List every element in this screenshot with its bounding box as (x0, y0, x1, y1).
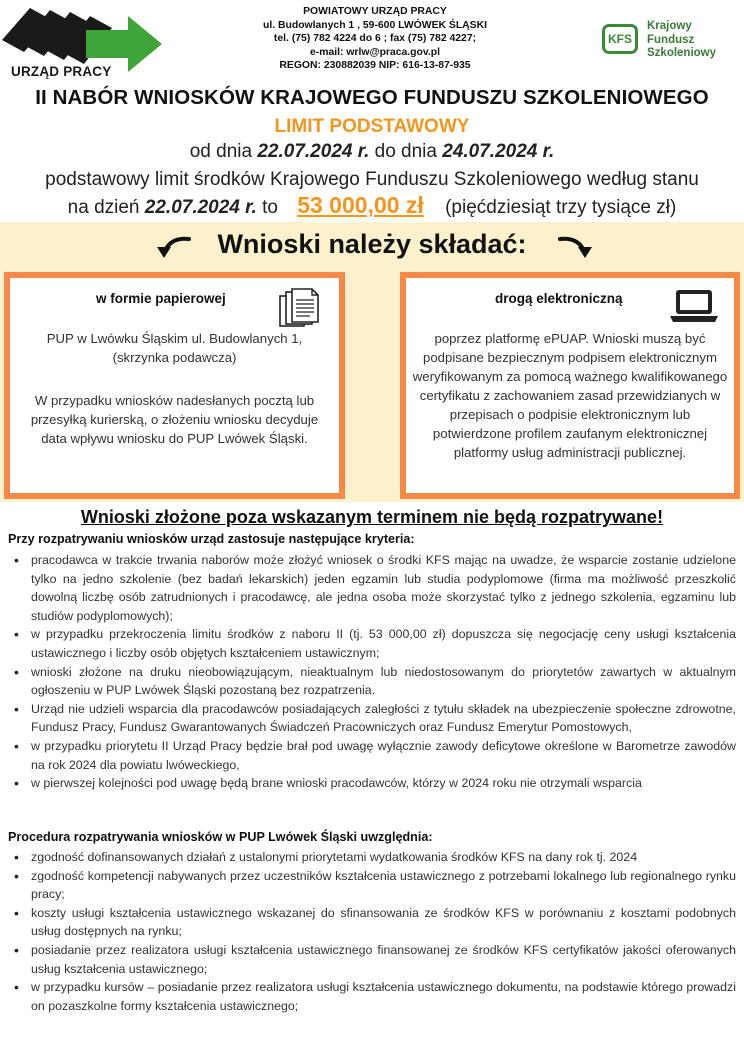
kfs-line-1: Krajowy (647, 20, 692, 32)
curved-arrow-right-icon (556, 233, 594, 259)
office-email: e-mail: wrlw@praca.gov.pl (309, 46, 441, 58)
office-street: ul. Budowlanych 1 , 59-600 LWÓWEK ŚLĄSKI (262, 19, 487, 31)
amount-date: 22.07.2024 r. (144, 197, 257, 218)
list-item: • w pierwszej kolejności pod uwagę będą brane wnioski pracodawców, którzy w 2024 roku nie otrzymali wsparcia (8, 774, 736, 793)
procedure-list (8, 848, 736, 1015)
paper-note: W przypadku wniosków nadesłanych pocztą lub przesyłką kurierską, o złożeniu wniosku decyduje data wpływu wniosku do PUP Lwówek Śląski. (30, 393, 319, 446)
procedure-heading: Procedura rozpatrywania wniosków w PUP Lwówek Śląski uwzględnia: (8, 830, 433, 844)
document-stack-icon (278, 288, 322, 328)
to-label: do dnia (374, 141, 437, 162)
list-item: • posiadanie przez realizatora usługi kształcenia ustawicznego finansowanej ze środków KFS certyfikatów jakości oferowanych usług kształcenia ustawicznego; (8, 941, 736, 978)
list-item: • koszty usługi kształcenia ustawicznego wskazanej do sfinansowania ze środków KFS w porównaniu z kosztami podobnych usług dostępnych na rynku; (8, 904, 736, 941)
paper-card-title: w formie papierowej (96, 291, 226, 306)
kfs-line-2: Fundusz (647, 33, 695, 46)
criteria-heading: Przy rozpatrywaniu wniosków urząd zastosuje następujące kryteria: (8, 532, 415, 546)
office-regon-nip: REGON: 230882039 NIP: 616-13-87-935 (279, 60, 471, 72)
from-date: 22.07.2024 r. (257, 141, 370, 162)
amount-prefix: na dzień (67, 197, 140, 218)
kfs-name (647, 20, 716, 61)
paper-address: PUP w Lwówku Śląskim ul. Budowlanych 1, (skrzynka podawcza) (46, 331, 303, 365)
criteria-list (8, 551, 736, 793)
list-item: • pracodawca w trakcie trwania naborów może złożyć wniosek o środki KFS mając na uwadze, że wsparcie zostanie udzielone tylko na jedno szkolenie (bez badań lekarskich) jeden egzamin lub studia podyplomowe (firma ma możliwość przeszkolić dowolną liczbę osób zatrudnionych i pracodawcę, ale jedna osoba może skorzystać tylko z jednego szkolenia, egzaminu lub studiów podyplomowych); (8, 551, 736, 625)
kfs-line-3: Szkoleniowy (647, 47, 717, 59)
amount-to: to (262, 197, 278, 218)
list-item: • Urząd nie udzieli wsparcia dla pracodawców posiadających zaległości z tytułu składek na ubezpieczenie społeczne zdrowotne, Fundusz Pracy, Fundusz Gwarantowanych Świadczeń Pracowniczych oraz Fundusz Emerytur Pomostowych, (8, 700, 736, 737)
limit-amount: 53 000,00 zł (297, 192, 424, 218)
kfs-logo (602, 20, 732, 66)
paper-submission-card (4, 272, 345, 499)
list-item: • wnioski złożone na druku nieobowiązującym, nieaktualnym lub niedostosowanym do priorytetów zawartych w aktualnym ogłoszeniu w PUP Lwówek Śląski pozostaną bez rozpatrzenia. (8, 663, 736, 700)
electronic-submission-card (400, 272, 740, 499)
list-item: • w przypadku priorytetu II Urząd Pracy będzie brał pod uwagę wyłącznie zawody deficytowe określone w Barometrze zawodów na rok 2024 dla powiatu lwóweckiego, (8, 737, 736, 774)
from-label: od dnia (189, 141, 253, 162)
logo-text: URZĄD PRACY (11, 64, 112, 79)
list-item: • zgodność dofinansowanych działań z ustalonymi priorytetami wydatkowania środków KFS na dany rok tj. 2024 (8, 848, 736, 867)
deadline-warning: Wnioski złożone poza wskazanym terminem nie będą rozpatrywane! (80, 507, 664, 527)
limit-description: podstawowy limit środków Krajowego Funduszu Szkoleniowego według stanu (45, 169, 699, 190)
submit-title: Wnioski należy składać: (217, 229, 527, 259)
electronic-text: poprzez platformę ePUAP. Wnioski muszą być podpisane bezpiecznym podpisem elektronicznym weryfikowanym za pomocą ważnego kwalifikowanego certyfikatu z zachowaniem zasad przewidzianych w przepisach o podpisie elektronicznym lub potwierdzone profilem zaufanym elektronicznej platformy usług administracji publicznej. (412, 331, 728, 460)
electronic-card-title: drogą elektroniczną (495, 291, 623, 306)
list-item: • w przypadku kursów – posiadanie przez realizatora usługi kształcenia ustawicznego dokumentu, na podstawie którego prowadzi on pozaszkolne formy kształcenia ustawicznego; (8, 978, 736, 1015)
list-item: • w przypadku przekroczenia limitu środków z naboru II (tj. 53 000,00 zł) dopuszcza się negocjację ceny usługi kształcenia ustawicznego i liczby osób objętych kształceniem ustawicznym; (8, 625, 736, 662)
amount-line (0, 192, 744, 219)
to-date: 24.07.2024 r. (442, 141, 555, 162)
office-name: POWIATOWY URZĄD PRACY (303, 6, 447, 17)
header (0, 0, 744, 88)
date-range (0, 141, 744, 163)
amount-in-words: (pięćdziesiąt trzy tysiące zł) (445, 197, 677, 218)
office-address-block (240, 5, 510, 73)
laptop-icon (669, 288, 719, 324)
office-phone: tel. (75) 782 4224 do 6 ; fax (75) 782 4227; (273, 33, 477, 45)
list-item: • zgodność kompetencji nabywanych przez uczestników kształcenia ustawicznego z potrzebami lokalnego lub regionalnego rynku pracy; (8, 867, 736, 904)
kfs-badge: KFS (602, 24, 638, 54)
page-title: II NABÓR WNIOSKÓW KRAJOWEGO FUNDUSZU SZKOLENIOWEGO (35, 86, 709, 109)
limit-title: LIMIT PODSTAWOWY (274, 116, 470, 137)
